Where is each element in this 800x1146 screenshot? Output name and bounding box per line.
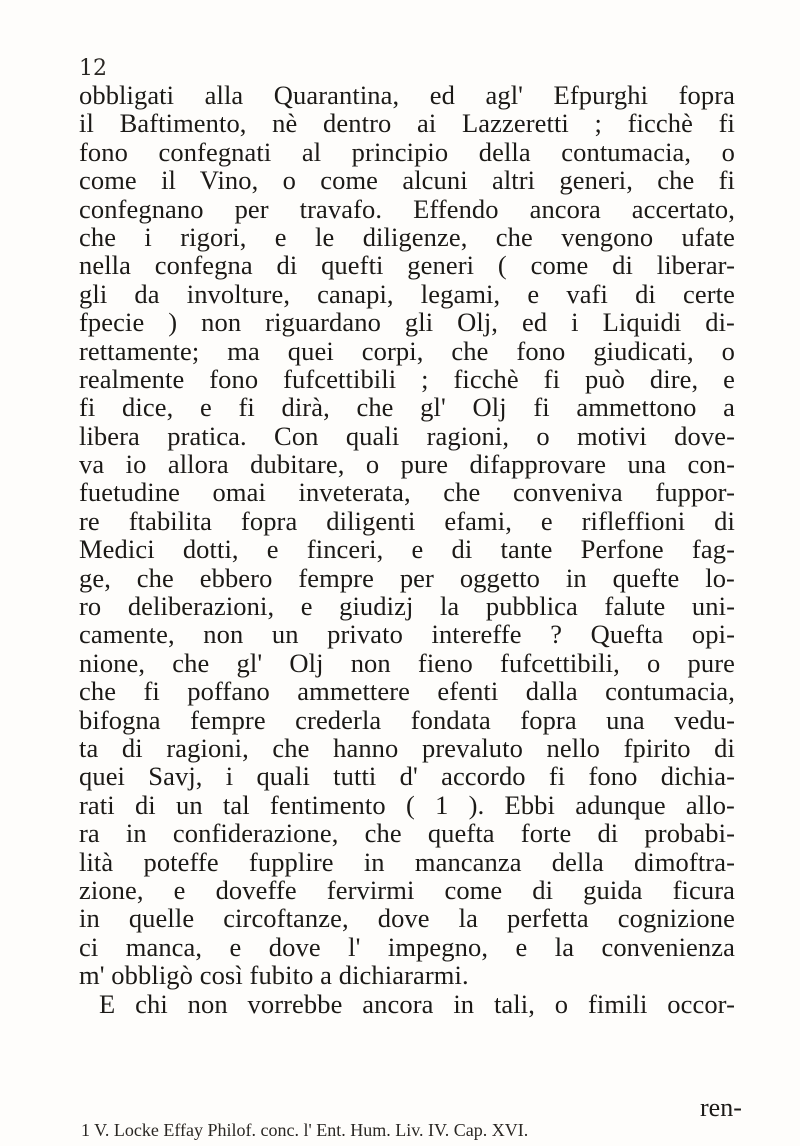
text-line: il Baftimento, nè dentro ai Lazzeretti ; ficchè fi (79, 108, 735, 139)
text-line: va io allora dubitare, o pure difapprovare una con- (79, 449, 735, 480)
text-line: nione, che gl' Olj non fieno fufcettibili, o pure (79, 647, 735, 678)
text-line: zione, e doveffe fervirmi come di guida ficura (79, 874, 735, 905)
text-line: ra in confiderazione, che quefta forte di probabi- (79, 818, 735, 849)
text-line: che fi poffano ammettere efenti dalla contumacia, (79, 676, 735, 707)
text-line: ro deliberazioni, e giudizj la pubblica falute uni- (79, 591, 735, 622)
text-line: m' obbligò così fubito a dichiararmi. (79, 960, 469, 991)
text-line: bifogna fempre crederla fondata fopra una vedu- (79, 704, 735, 735)
text-line: fi dice, e fi dirà, che gl' Olj fi ammettono a (79, 392, 735, 423)
text-line: Medici dotti, e finceri, e di tante Perfone fag- (79, 534, 735, 565)
text-line: ta di ragioni, che hanno prevaluto nello fpirito di (79, 732, 735, 763)
text-line: camente, non un privato intereffe ? Quefta opi- (79, 619, 735, 650)
text-line: rati di un tal fentimento ( 1 ). Ebbi adunque allo- (79, 789, 735, 820)
text-line: in quelle circoftanze, dove la perfetta cognizione (79, 903, 735, 934)
text-line: re ftabilita fopra diligenti efami, e rifleffioni di (79, 505, 735, 536)
text-line: fono confegnati al principio della contumacia, o (79, 136, 735, 167)
footnote: 1 V. Locke Effay Philof. conc. l' Ent. Hum. Liv. IV. Cap. XVI. (81, 1120, 529, 1140)
text-line: gli da involture, canapi, legami, e vafi di certe (79, 278, 735, 309)
text-line: rettamente; ma quei corpi, che fono giudicati, o (79, 335, 735, 366)
text-line: fpecie ) non riguardano gli Olj, ed i Liquidi di- (79, 307, 735, 338)
text-line: confegnano per travafo. Effendo ancora accertato, (79, 193, 735, 224)
text-line: realmente fono fufcettibili ; ficchè fi può dire, e (79, 363, 735, 394)
text-line: E chi non vorrebbe ancora in tali, o fimili occor- (99, 988, 735, 1019)
text-line: obbligati alla Quarantina, ed agl' Efpurghi fopra (79, 80, 735, 110)
text-line: come il Vino, o come alcuni altri generi, che fi (79, 165, 735, 196)
text-line: quei Savj, i quali tutti d' accordo fi fono dichia- (79, 761, 735, 792)
text-line: libera pratica. Con quali ragioni, o motivi dove- (79, 420, 735, 451)
catchword: ren- (700, 1093, 742, 1122)
text-line: nella confegna di quefti generi ( come di liberar- (79, 250, 735, 281)
text-line: ci manca, e dove l' impegno, e la convenienza (79, 931, 735, 962)
page-number: 12 (79, 56, 107, 81)
body-text (79, 81, 735, 1018)
text-line: lità poteffe fupplire in mancanza della dimoftra- (79, 846, 735, 877)
text-line: ge, che ebbero fempre per oggetto in quefte lo- (79, 562, 735, 593)
text-line: fuetudine omai inveterata, che conveniva fuppor- (79, 477, 735, 508)
text-line: che i rigori, e le diligenze, che vengono ufate (79, 221, 735, 252)
